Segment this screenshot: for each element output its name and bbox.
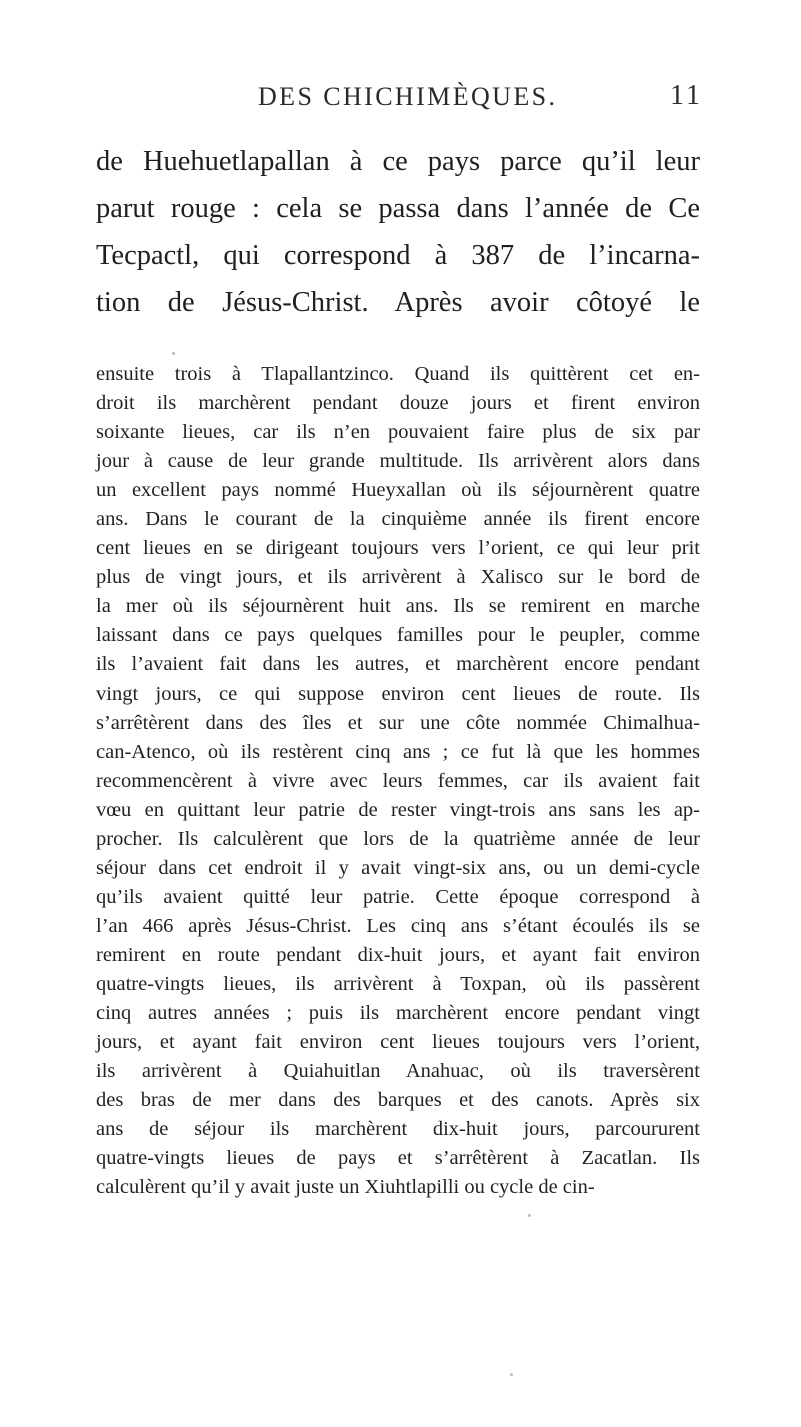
lower-text-line: cent lieues en se dirigeant toujours vers l’orient, ce qui leur prit bbox=[96, 537, 700, 560]
lower-text-line: quatre-vingts lieues, ils arrivèrent à Toxpan, où ils passèrent bbox=[96, 972, 700, 995]
lower-text-line: ans de séjour ils marchèrent dix-huit jours, parcoururent bbox=[96, 1118, 700, 1141]
lower-text-line: ils arrivèrent à Quiahuitlan Anahuac, où ils traversèrent bbox=[96, 1060, 700, 1083]
lower-text-line: ils l’avaient fait dans les autres, et marchèrent encore pendant bbox=[96, 653, 700, 676]
running-head: DES CHICHIMÈQUES. bbox=[258, 82, 558, 111]
lower-text-line: jours, et ayant fait environ cent lieues toujours vers l’orient, bbox=[96, 1031, 700, 1054]
lower-text-line: s’arrêtèrent dans des îles et sur une côte nommée Chimalhua- bbox=[96, 711, 700, 734]
lower-text-line: ans. Dans le courant de la cinquième année ils firent encore bbox=[96, 508, 700, 531]
lower-text-line: qu’ils avaient quitté leur patrie. Cette époque correspond à bbox=[96, 885, 700, 908]
lower-text-line: cinq autres années ; puis ils marchèrent encore pendant vingt bbox=[96, 1002, 700, 1025]
lower-text-line: laissant dans ce pays quelques familles pour le peupler, comme bbox=[96, 624, 700, 647]
upper-text-line: de Huehuetlapallan à ce pays parce qu’il leur bbox=[96, 146, 700, 177]
page-number: 11 bbox=[670, 80, 703, 111]
lower-text-line: calculèrent qu’il y avait juste un Xiuhtlapilli ou cycle de cin- bbox=[96, 1176, 595, 1199]
lower-text-line: recommencèrent à vivre avec leurs femmes, car ils avaient fait bbox=[96, 769, 700, 792]
lower-text-block bbox=[96, 360, 700, 1202]
lower-text-line: séjour dans cet endroit il y avait vingt-six ans, ou un demi-cycle bbox=[96, 856, 700, 879]
lower-text-line: remirent en route pendant dix-huit jours, et ayant fait environ bbox=[96, 943, 700, 966]
lower-text-line: quatre-vingts lieues de pays et s’arrêtèrent à Zacatlan. Ils bbox=[96, 1147, 700, 1170]
lower-text-line: vœu en quittant leur patrie de rester vingt-trois ans sans les ap- bbox=[96, 798, 700, 821]
upper-text-block bbox=[96, 138, 700, 326]
lower-text-line: soixante lieues, car ils n’en pouvaient faire plus de six par bbox=[96, 421, 700, 444]
lower-text-line: procher. Ils calculèrent que lors de la quatrième année de leur bbox=[96, 827, 700, 850]
lower-text-line: la mer où ils séjournèrent huit ans. Ils se remirent en marche bbox=[96, 595, 700, 618]
lower-text-line: droit ils marchèrent pendant douze jours et firent environ bbox=[96, 392, 700, 415]
upper-text-line: Tecpactl, qui correspond à 387 de l’incarna- bbox=[96, 240, 700, 271]
lower-text-line: l’an 466 après Jésus-Christ. Les cinq ans s’étant écoulés ils se bbox=[96, 914, 700, 937]
lower-text-line: jour à cause de leur grande multitude. Ils arrivèrent alors dans bbox=[96, 450, 700, 473]
paper-speck bbox=[528, 1214, 531, 1217]
lower-text-line: plus de vingt jours, et ils arrivèrent à Xalisco sur le bord de bbox=[96, 566, 700, 589]
lower-text-line: ensuite trois à Tlapallantzinco. Quand ils quittèrent cet en- bbox=[96, 363, 700, 385]
upper-text-line: parut rouge : cela se passa dans l’année de Ce bbox=[96, 193, 700, 224]
lower-text-line: un excellent pays nommé Hueyxallan où ils séjournèrent quatre bbox=[96, 479, 700, 502]
lower-text-line: can-Atenco, où ils restèrent cinq ans ; ce fut là que les hommes bbox=[96, 740, 700, 763]
page-header bbox=[0, 82, 801, 122]
upper-text-line: tion de Jésus-Christ. Après avoir côtoyé le bbox=[96, 287, 700, 318]
lower-text-line: des bras de mer dans des barques et des canots. Après six bbox=[96, 1089, 700, 1112]
lower-text-line: vingt jours, ce qui suppose environ cent lieues de route. Ils bbox=[96, 682, 700, 705]
paper-speck bbox=[510, 1373, 513, 1376]
paper-speck bbox=[172, 352, 175, 355]
